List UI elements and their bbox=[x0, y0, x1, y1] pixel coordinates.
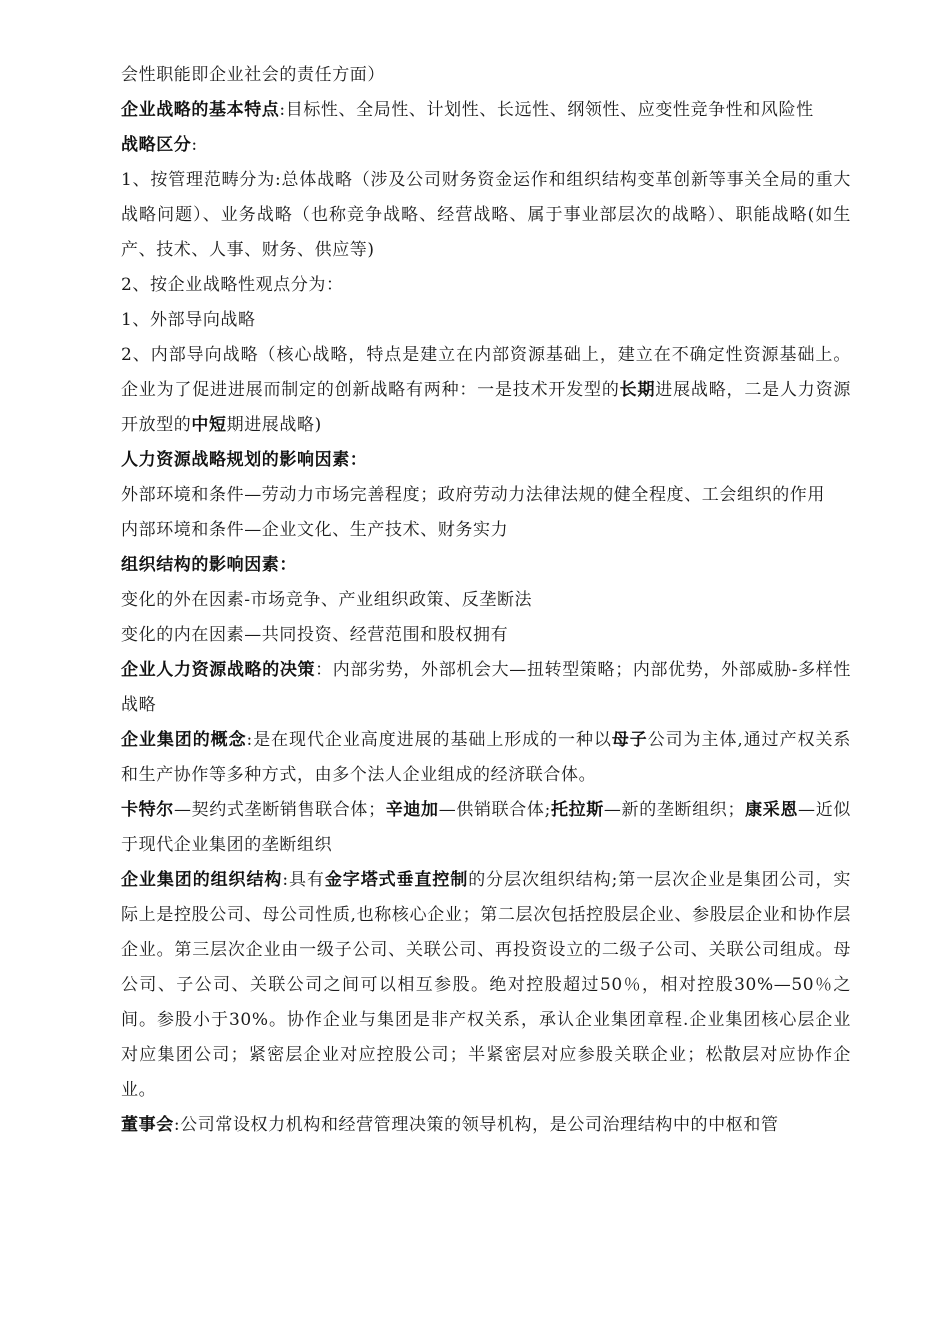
text-run: 公司为主体,通过产权关系和生产协作等多种方式，由多个法人企业组成的经济联合体。 bbox=[121, 730, 852, 785]
bold-term: 康采恩 bbox=[745, 800, 799, 820]
text-run: —新的垄断组织； bbox=[603, 800, 746, 820]
text-run: —契约式垄断销售联合体； bbox=[173, 800, 386, 820]
text-run: 的分层次组织结构;第一层次企业是集团公司，实际上是控股公司、母公司性质,也称核心企业；第二层次包括控股层企业、参股层企业和协作层企业。第三层次企业由一级子公司、关联公司、再投资设立的二级子公司、关联公司组成。母公司、子公司、关联公司之间可以相互参股。绝对控股超过50％，相对控股30%—50％之间。参股小于30%。协作企业与集团是非产权关系，承认企业集团章程.企业集团核心层企业对应集团公司；紧密层企业对应控股公司；半紧密层对应参股关联企业；松散层对应协作企业。 bbox=[121, 870, 851, 1100]
paragraph bbox=[121, 93, 851, 128]
text-run: 2、内部导向战略（核心战略，特点是建立在内部资源基础上，建立在不确定性资源基础上。企业为了促进进展而制定的创新战略有两种：一是技术开发型的 bbox=[121, 345, 851, 400]
text-run: :具有 bbox=[282, 870, 325, 890]
paragraph bbox=[121, 268, 851, 303]
paragraph bbox=[121, 338, 851, 443]
text-run: —近似于现代企业集团的垄断组织 bbox=[121, 800, 851, 855]
text-run: 会性职能即企业社会的责任方面） bbox=[121, 65, 385, 85]
bold-term: 母子 bbox=[611, 730, 648, 750]
bold-term: 组织结构的影响因素： bbox=[121, 555, 297, 575]
bold-term: 董事会 bbox=[121, 1115, 174, 1135]
paragraph bbox=[121, 1108, 851, 1143]
paragraph bbox=[121, 723, 851, 793]
paragraph bbox=[121, 618, 851, 653]
document-page bbox=[121, 58, 851, 1143]
bold-term: 辛迪加 bbox=[385, 800, 439, 820]
text-run: 2、按企业战略性观点分为： bbox=[121, 275, 344, 295]
bold-term: 中短 bbox=[191, 415, 227, 435]
text-run: :是在现代企业高度进展的基础上形成的一种以 bbox=[246, 730, 612, 750]
paragraph bbox=[121, 513, 851, 548]
bold-term: 企业集团的概念 bbox=[121, 730, 247, 750]
paragraph bbox=[121, 548, 851, 583]
paragraph bbox=[121, 303, 851, 338]
paragraph bbox=[121, 58, 851, 93]
text-run: : bbox=[191, 135, 198, 155]
bold-term: 企业战略的基本特点 bbox=[121, 100, 280, 120]
text-run: :公司常设权力机构和经营管理决策的领导机构，是公司治理结构中的中枢和管 bbox=[173, 1115, 779, 1135]
paragraph bbox=[121, 443, 851, 478]
bold-term: 人力资源战略规划的影响因素： bbox=[121, 450, 368, 470]
paragraph bbox=[121, 478, 851, 513]
bold-term: 托拉斯 bbox=[550, 800, 604, 820]
paragraph bbox=[121, 128, 851, 163]
paragraph bbox=[121, 863, 851, 1108]
bold-term: 卡特尔 bbox=[121, 800, 174, 820]
paragraph bbox=[121, 793, 851, 863]
bold-term: 企业集团的组织结构 bbox=[121, 870, 283, 890]
text-run: —供销联合体; bbox=[438, 800, 551, 820]
text-run: 变化的内在因素—共同投资、经营范围和股权拥有 bbox=[121, 625, 509, 645]
text-run: 1、按管理范畴分为:总体战略（涉及公司财务资金运作和组织结构变革创新等事关全局的重大战略问题）、业务战略（也称竞争战略、经营战略、属于事业部层次的战略）、职能战略(如生产、技术、人事、财务、供应等) bbox=[121, 170, 851, 260]
bold-term: 金字塔式垂直控制 bbox=[324, 870, 469, 890]
paragraph bbox=[121, 163, 851, 268]
bold-term: 企业人力资源战略的决策 bbox=[121, 660, 316, 680]
text-run: ：内部劣势，外部机会大—扭转型策略；内部优势，外部威胁-多样性战略 bbox=[121, 660, 851, 715]
paragraph bbox=[121, 653, 851, 723]
bold-term: 长期 bbox=[619, 380, 656, 400]
text-run: 进展战略，二是人力资源开放型的 bbox=[121, 380, 851, 435]
bold-term: 战略区分 bbox=[121, 135, 192, 155]
text-run: 变化的外在因素-市场竞争、产业组织政策、反垄断法 bbox=[121, 590, 533, 610]
text-run: 外部环境和条件—劳动力市场完善程度；政府劳动力法律法规的健全程度、工会组织的作用 bbox=[121, 485, 825, 505]
text-run: 1、外部导向战略 bbox=[121, 310, 256, 330]
text-run: 内部环境和条件—企业文化、生产技术、财务实力 bbox=[121, 520, 509, 540]
paragraph bbox=[121, 583, 851, 618]
text-run: 期进展战略) bbox=[226, 415, 322, 435]
text-run: :目标性、全局性、计划性、长远性、纲领性、应变性竞争性和风险性 bbox=[279, 100, 814, 120]
